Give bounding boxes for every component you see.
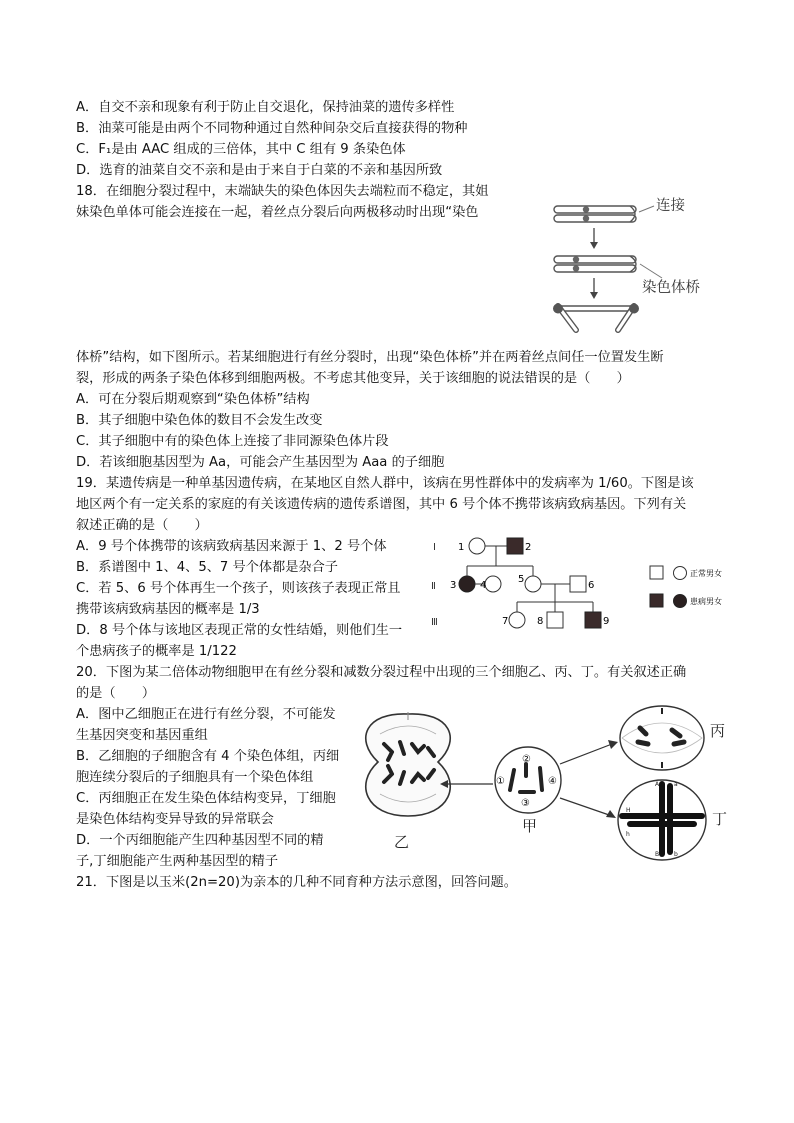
q18-option-b: B．其子细胞中染色体的数目不会发生改变 [76, 413, 323, 428]
cell-bing [620, 706, 704, 770]
cell-jia [495, 747, 561, 813]
q20-option-a-line1: A．图中乙细胞正在进行有丝分裂，不可能发 [76, 707, 336, 722]
q18-stem-line2: 妹染色单体可能会连接在一起，着丝点分裂后向两极移动时出现“染色 [76, 205, 479, 220]
q20-option-c-line1: C．丙细胞正在发生染色体结构变异，丁细胞 [76, 791, 336, 806]
individual-2 [507, 538, 523, 554]
q18-option-d: D．若该细胞基因型为 Aa，可能会产生基因型为 Aaa 的子细胞 [76, 455, 445, 470]
chromosome-2-label: ② [522, 754, 531, 765]
cell-jia-label: 甲 [522, 817, 538, 835]
cell-yi [366, 712, 450, 816]
individual-1 [469, 538, 485, 554]
individual-3 [459, 576, 475, 592]
q20-option-b-line1: B．乙细胞的子细胞含有 4 个染色体组，丙细 [76, 749, 340, 764]
q20-option-a-line2: 生基因突变和基因重组 [76, 728, 208, 743]
individual-9 [585, 612, 601, 628]
q19-option-c-line2: 携带该病致病基因的概率是 1/3 [76, 602, 260, 617]
q19-option-a: A．9 号个体携带的该病致病基因来源于 1、2 号个体 [76, 539, 387, 554]
q20-stem-line2: 的是（ ） [76, 686, 156, 701]
q20-option-b-line2: 胞连续分裂后的子细胞具有一个染色体组 [76, 770, 314, 785]
cell-division-figure [350, 704, 740, 874]
cell-yi-label: 乙 [394, 833, 410, 851]
gene-b-lower-label: b [674, 851, 678, 858]
gene-b-upper-label: B [655, 851, 660, 858]
q18-stem-line4: 裂，形成的两条子染色体移到细胞两极。不考虑其他变异，关于该细胞的说法错误的是（ ） [76, 371, 630, 386]
individual-4-number: 4 [480, 580, 487, 591]
q18-option-a: A．可在分裂后期观察到“染色体桥”结构 [76, 392, 310, 407]
individual-4 [485, 576, 501, 592]
q20-option-d-line1: D．一个丙细胞能产生四种基因型不同的精 [76, 833, 324, 848]
q19-stem-line3: 叙述正确的是（ ） [76, 518, 208, 533]
cell-ding-label: 丁 [712, 810, 728, 828]
legend-normal-label: 正常男女 [690, 569, 722, 578]
q19-option-d-line2: 个患病孩子的概率是 1/122 [76, 644, 237, 659]
q18-option-c: C．其子细胞中有的染色体上连接了非同源染色体片段 [76, 434, 389, 449]
pedigree-chart [425, 530, 765, 640]
generation-ii-label: Ⅱ [431, 581, 436, 592]
chromosome-bridge-figure [546, 192, 716, 342]
generation-i-label: Ⅰ [433, 542, 436, 553]
legend-affected-label: 患病男女 [690, 597, 722, 606]
q17-option-b: B．油菜可能是由两个不同物种通过自然种间杂交后直接获得的物种 [76, 121, 468, 136]
individual-6 [570, 576, 586, 592]
q17-option-c: C．F₁是由 AAC 组成的三倍体，其中 C 组有 9 条染色体 [76, 142, 406, 157]
individual-8-number: 8 [537, 616, 544, 627]
chromosome-1-label: ① [496, 776, 505, 787]
chromosome-3-label: ③ [521, 798, 530, 809]
fused-chromatids [554, 256, 636, 272]
chromosome-4-label: ④ [548, 776, 557, 787]
individual-3-number: 3 [450, 580, 457, 591]
generation-iii-label: Ⅲ [431, 617, 438, 628]
q19-option-c-line1: C．若 5、6 号个体再生一个孩子，则该孩子表现正常且 [76, 581, 401, 596]
connected-chromatids [554, 206, 636, 222]
individual-2-number: 2 [525, 542, 532, 553]
individual-8 [547, 612, 563, 628]
connect-label: 连接 [656, 198, 685, 214]
q20-stem-line1: 20．下图为某二倍体动物细胞甲在有丝分裂和减数分裂过程中出现的三个细胞乙、丙、丁。有关叙述正确 [76, 665, 687, 680]
q19-stem-line1: 19．某遗传病是一种单基因遗传病，在某地区自然人群中，该病在男性群体中的发病率为 1/60。下图是该 [76, 476, 694, 491]
q17-option-d: D．选育的油菜自交不亲和是由于来自于白菜的不亲和基因所致 [76, 163, 443, 178]
q18-stem-line3: 体桥”结构，如下图所示。若某细胞进行有丝分裂时，出现“染色体桥”并在两着丝点间任一位置发生断 [76, 350, 664, 365]
q20-option-d-line2: 子,丁细胞能产生两种基因型的精子 [76, 854, 279, 869]
pedigree-legend [650, 566, 722, 608]
q19-option-d-line1: D．8 号个体与该地区表现正常的女性结婚，则他们生一 [76, 623, 403, 638]
q20-option-c-line2: 是染色体结构变异导致的异常联会 [76, 812, 274, 827]
gene-a-lower-label: a [674, 781, 678, 788]
q19-option-b: B．系谱图中 1、4、5、7 号个体都是杂合子 [76, 560, 338, 575]
gene-a-upper-label: A [655, 781, 660, 788]
individual-1-number: 1 [458, 542, 465, 553]
q19-stem-line2: 地区两个有一定关系的家庭的有关该遗传病的遗传系谱图，其中 6 号个体不携带该病致病基因。下列有关 [76, 497, 687, 512]
q21-stem-line1: 21．下图是以玉米(2n=20)为亲本的几种不同育种方法示意图，回答问题。 [76, 875, 517, 890]
cell-bing-label: 丙 [710, 722, 726, 740]
bridge-label: 染色体桥 [642, 280, 700, 296]
individual-5 [525, 576, 541, 592]
q17-option-a: A．自交不亲和现象有利于防止自交退化，保持油菜的遗传多样性 [76, 100, 455, 115]
gene-h-lower-label: h [626, 831, 630, 838]
gene-h-upper-label: H [626, 807, 631, 814]
individual-7 [509, 612, 525, 628]
individual-5-number: 5 [518, 574, 525, 585]
individual-6-number: 6 [588, 580, 595, 591]
individual-7-number: 7 [502, 616, 509, 627]
anaphase-bridge [553, 304, 639, 331]
individual-9-number: 9 [603, 616, 610, 627]
q18-stem-line1: 18．在细胞分裂过程中，末端缺失的染色体因失去端粒而不稳定，其姐 [76, 184, 489, 199]
cell-ding [618, 780, 706, 860]
